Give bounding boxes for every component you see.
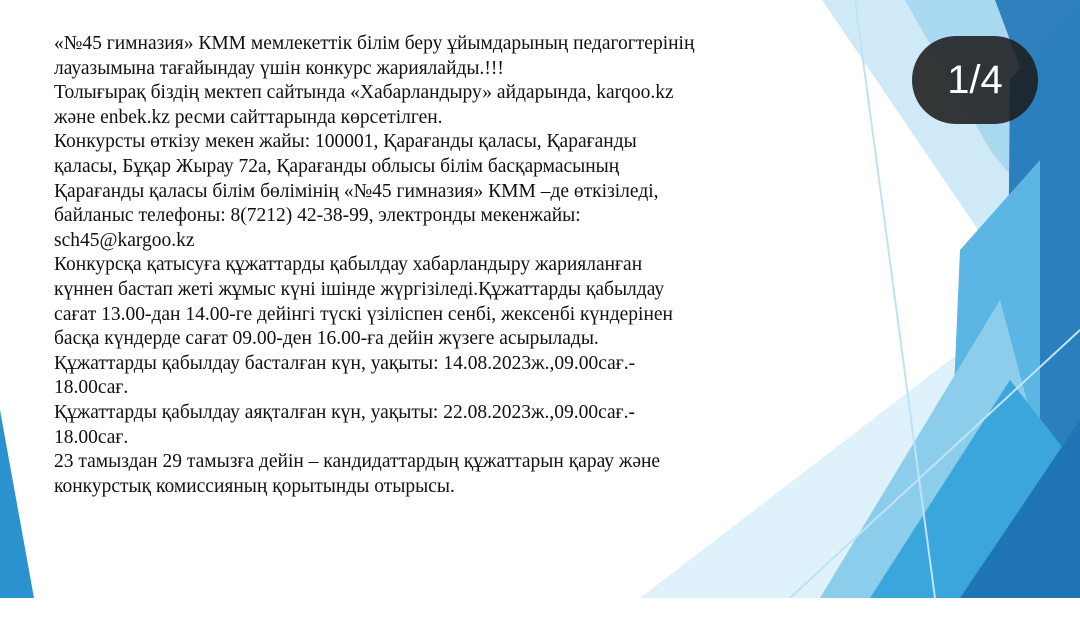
text-line: 23 тамыздан 29 тамызға дейін – кандидаттардың құжаттарын қарау және	[54, 451, 661, 473]
text-line: Құжаттарды қабылдау басталған күн, уақыты: 14.08.2023ж.,09.00сағ.-	[54, 352, 636, 374]
text-line: «№45 гимназия» КММ мемлекеттік білім беру ұйымдарының педагогтерінің	[54, 33, 695, 54]
announcement-text	[54, 32, 814, 499]
text-line: сағат 13.00-дан 14.00-ге дейінгі түскі үзіліспен сенбі, жексенбі күндерінен	[54, 303, 673, 325]
text-line: Конкурсқа қатысуға құжаттарды қабылдау хабарландыру жарияланған	[54, 254, 643, 276]
text-line: және enbek.kz ресми сайттарында көрсетілген.	[54, 106, 443, 128]
text-line: 18.00сағ.	[54, 377, 129, 399]
text-line: Құжаттарды қабылдау аяқталған күн, уақыты: 22.08.2023ж.,09.00сағ.-	[54, 401, 635, 423]
text-line: Толығырақ біздің мектеп сайтында «Хабарландыру» айдарында, karqoo.kz	[54, 82, 674, 104]
text-line: басқа күндерде сағат 09.00-ден 16.00-ға дейін жүзеге асырылады.	[54, 328, 599, 350]
text-line: қаласы, Бұқар Жырау 72а, Қарағанды облысы білім басқармасының	[54, 155, 620, 177]
text-line: лауазымына тағайындау үшін конкурс жариялайды.!!!	[54, 57, 504, 79]
email-line: sch45@kargoo.kz	[54, 229, 195, 251]
left-facet	[0, 410, 34, 598]
text-line: байланыс телефоны: 8(7212) 42-38-99, электронды мекенжайы:	[54, 205, 581, 227]
bottom-margin	[0, 598, 1080, 630]
text-line: күннен бастап жеті жұмыс күні ішінде жүргізіледі.Құжаттарды қабылдау	[54, 278, 665, 300]
text-line: Конкурсты өткізу мекен жайы: 100001, Қарағанды қаласы, Қарағанды	[54, 131, 637, 153]
text-line: 18.00сағ.	[54, 426, 129, 448]
text-line: конкурстық комиссияның қорытынды отырысы.	[54, 475, 455, 497]
page-indicator-badge: 1/4	[912, 36, 1038, 124]
text-line: Қарағанды қаласы білім бөлімінің «№45 гимназия» КММ –де өткізіледі,	[54, 180, 659, 202]
